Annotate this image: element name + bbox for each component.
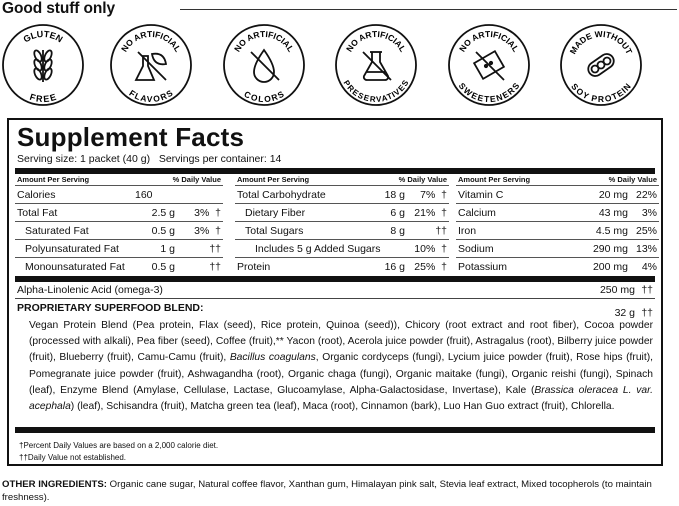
thick-divider	[15, 168, 655, 174]
other-ingredients-text: Organic cane sugar, Natural coffee flavor, Xanthan gum, Himalayan pink salt, Stevia leaf extract, Mixed tocopherols (to maintain freshness).	[2, 479, 652, 503]
table-row	[235, 257, 449, 275]
ingredients-text: Vegan Protein Blend (Pea protein, Flax (seed), Rice protein, Quinoa (seed)), Chicory (root extract and root fiber), Cocoa powder (processed with alkali), Pea fiber (seed), Coffee (fruit),** Yacon (root), Acerola juice powder (fruit), Astragalus (root), Bilberry juice powder (fruit), Blueberry (fruit), Camu-Camu (fruit),	[29, 320, 653, 364]
ingredients-text: ) (leaf), Schisandra (fruit), Matcha green tea (leaf), Maca (root), Cinnamon (bark), Luo Han Guo extract (fruit), Chlorella.	[70, 401, 615, 413]
nutrient-dv: 25% †	[414, 261, 447, 273]
column-header	[15, 175, 223, 185]
column-header	[456, 175, 659, 185]
svg-text:GLUTEN	[22, 29, 65, 45]
amount-header: Amount Per Serving	[458, 175, 531, 184]
nutrient-name: Alpha-Linolenic Acid (omega-3)	[17, 284, 163, 296]
nutrient-column-3	[456, 175, 659, 275]
ingredients-italic: Brassica oleracea L. var. acephala	[29, 384, 654, 413]
badge-top-text: NO ARTIFICIAL	[232, 28, 297, 54]
page-title: Good stuff only	[2, 0, 116, 17]
table-row	[235, 185, 449, 203]
footnote: †Percent Daily Values are based on a 2,000 calorie diet.	[19, 441, 219, 450]
nutrient-amount: 0.5 g	[151, 225, 175, 237]
nutrient-amount: 250 mg	[599, 284, 635, 296]
nutrient-amount: 8 g	[390, 225, 405, 237]
nutrient-dv: 25%	[635, 225, 657, 237]
drop-icon	[251, 50, 279, 82]
badge-top-text: MADE WITHOUT	[567, 28, 635, 56]
svg-text:SOY PROTEIN	[569, 81, 632, 104]
svg-text:PRESERVATIVES	[342, 78, 411, 104]
blend-row	[15, 301, 655, 319]
badge-made-without-soy-protein	[558, 22, 644, 108]
nutrient-name: Total Fat	[17, 207, 58, 219]
nutrient-amount: 18 g	[384, 189, 405, 201]
nutrient-column-1	[15, 175, 223, 275]
thin-divider	[15, 298, 655, 299]
nutrient-amount: 16 g	[384, 261, 405, 273]
nutrient-name: Total Carbohydrate	[237, 189, 326, 201]
blend-amount: 32 g	[614, 307, 635, 319]
table-row	[235, 239, 449, 257]
badge-top-text: NO ARTIFICIAL	[119, 28, 184, 54]
omega3-row	[15, 281, 655, 297]
nutrient-amount: 6 g	[390, 207, 405, 219]
table-row	[15, 185, 223, 203]
nutrient-name: Polyunsaturated Fat	[25, 243, 119, 255]
badge-no-artificial-flavors	[108, 22, 194, 108]
nutrient-dv: 3% †	[194, 207, 221, 219]
table-row	[15, 239, 223, 257]
nutrient-dv: ††	[209, 261, 221, 273]
badge-bottom-text: COLORS	[242, 88, 286, 105]
svg-text:SWEETENERS	[457, 81, 522, 105]
amount-header: Amount Per Serving	[17, 175, 90, 184]
svg-text:FREE	[29, 92, 58, 104]
nutrient-dv: 22%	[635, 189, 657, 201]
badge-bottom-text: FLAVORS	[127, 87, 175, 105]
nutrient-name: Saturated Fat	[25, 225, 89, 237]
nutrient-name: Protein	[237, 261, 271, 273]
table-row	[15, 221, 223, 239]
ingredients-italic: Bacillus coagulans	[229, 352, 316, 364]
table-row	[235, 203, 449, 221]
nutrient-dv: ††	[435, 225, 447, 237]
nutrient-amount: 43 mg	[598, 207, 628, 219]
footnote: ††Daily Value not established.	[19, 453, 127, 462]
nutrient-column-2	[235, 175, 449, 275]
badge-no-artificial-sweeteners	[446, 22, 532, 108]
badge-bottom-text: SOY PROTEIN	[569, 81, 633, 105]
sweetener-packet-icon	[474, 51, 504, 80]
table-row	[15, 203, 223, 221]
serving-info: Serving size: 1 packet (40 g) Servings per container: 14	[17, 153, 282, 165]
other-ingredients-label: OTHER INGREDIENTS:	[2, 479, 108, 490]
beaker-icon	[363, 52, 391, 80]
badge-gluten-free	[0, 22, 86, 108]
nutrient-amount: 0.5 g	[151, 261, 175, 273]
header-rule	[180, 9, 677, 10]
thick-divider	[15, 427, 655, 433]
supplement-facts-panel	[7, 118, 663, 466]
badge-row	[0, 20, 679, 110]
nutrient-dv: 21% †	[414, 207, 447, 219]
nutrient-dv: ††	[641, 284, 653, 296]
badge-top-text: NO ARTIFICIAL	[344, 28, 409, 54]
nutrient-name: Sodium	[458, 243, 494, 255]
blend-dv: ††	[641, 307, 653, 319]
nutrient-dv: 13%	[635, 243, 657, 255]
nutrient-amount: 1 g	[160, 243, 175, 255]
nutrient-name: Calcium	[458, 207, 496, 219]
nutrient-dv: 10% †	[414, 243, 447, 255]
facts-title: Supplement Facts	[17, 122, 245, 152]
nutrient-amount: 200 mg	[592, 261, 628, 273]
nutrient-dv: 3%	[641, 207, 657, 219]
table-row	[15, 257, 223, 275]
badge-top-text: NO ARTIFICIAL	[457, 28, 522, 54]
soybean-icon	[586, 51, 617, 79]
other-ingredients	[2, 479, 674, 504]
nutrient-amount: 20 mg	[598, 189, 628, 201]
table-row	[456, 257, 659, 275]
wheat-icon	[33, 49, 54, 82]
dv-header: % Daily Value	[172, 175, 221, 184]
nutrient-name: Dietary Fiber	[245, 207, 306, 219]
amount-header: Amount Per Serving	[237, 175, 310, 184]
header	[0, 0, 679, 20]
table-row	[456, 221, 659, 239]
dv-header: % Daily Value	[608, 175, 657, 184]
badge-top-text: GLUTEN	[21, 28, 65, 45]
badge-bottom-text: SWEETENERS	[456, 80, 522, 105]
nutrient-dv: 7% †	[420, 189, 447, 201]
badge-bottom-text: PRESERVATIVES	[341, 78, 411, 105]
nutrient-dv: ††	[209, 243, 221, 255]
badge-no-artificial-colors	[221, 22, 307, 108]
blend-ingredients	[29, 318, 653, 415]
nutrient-amount: 4.5 mg	[595, 225, 628, 237]
nutrient-name: Calories	[17, 189, 56, 201]
nutrient-amount: 160	[135, 189, 153, 201]
nutrient-dv: 3% †	[194, 225, 221, 237]
badge-no-artificial-preservatives	[333, 22, 419, 108]
flask-leaf-icon	[136, 52, 166, 80]
blend-name: PROPRIETARY SUPERFOOD BLEND:	[17, 302, 204, 314]
nutrient-name: Monounsaturated Fat	[25, 261, 125, 273]
nutrient-amount: 2.5 g	[151, 207, 175, 219]
ingredients-text: , Organic cordyceps (fungi), Lycium juice powder (fruit), Rose hips (fruit), Pomegranate juice powder (fruit), Ashwagandha (root), Organic chaga (fungi), Organic maitake (fungi), Organic reishi (fungi), Spinach (leaf), Enzyme Blend (Amylase, Cellulase, Lactase, Glucoamylase, Alpha-Galactosidase, Invertase), Kale (	[29, 352, 653, 396]
table-row	[456, 239, 659, 257]
dv-header: % Daily Value	[398, 175, 447, 184]
badge-bottom-text: FREE	[28, 91, 58, 105]
nutrient-name: Potassium	[458, 261, 508, 273]
table-row	[456, 185, 659, 203]
table-row	[456, 203, 659, 221]
nutrient-name: Includes 5 g Added Sugars	[255, 243, 381, 255]
table-row	[235, 221, 449, 239]
nutrient-name: Iron	[458, 225, 477, 237]
column-header	[235, 175, 449, 185]
nutrient-name: Vitamin C	[458, 189, 504, 201]
nutrient-amount: 290 mg	[592, 243, 628, 255]
nutrient-dv: 4%	[641, 261, 657, 273]
nutrient-name: Total Sugars	[245, 225, 304, 237]
